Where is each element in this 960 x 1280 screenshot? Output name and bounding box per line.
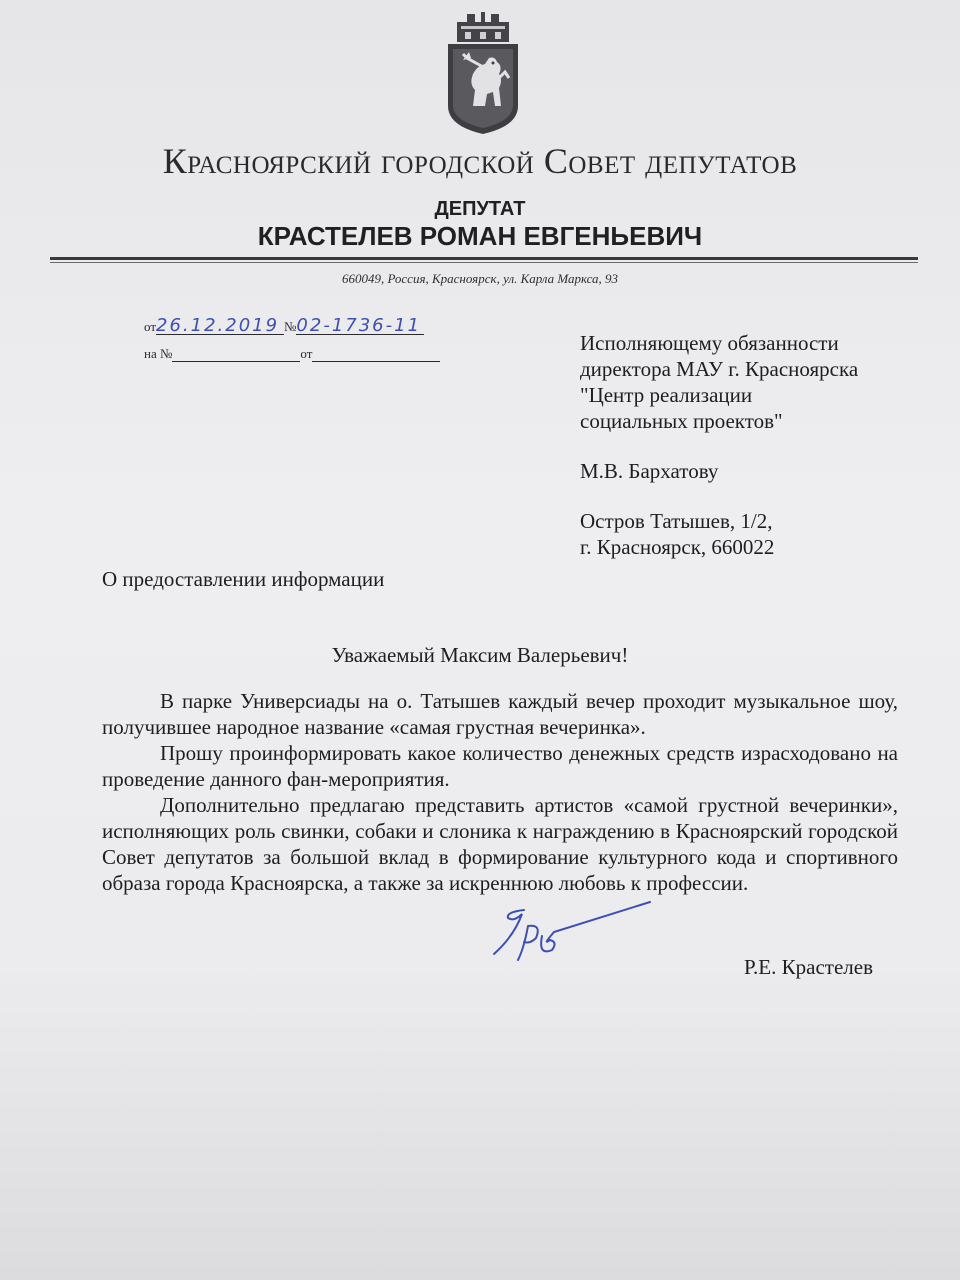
registration-line bbox=[144, 315, 424, 336]
number-label: № bbox=[284, 319, 297, 334]
header-divider-thin bbox=[50, 262, 918, 263]
recipient-line: социальных проектов" bbox=[580, 409, 783, 433]
recipient-address-line: Остров Татышев, 1/2, bbox=[580, 509, 773, 533]
council-name: Красноярский городской Совет депутатов bbox=[162, 141, 798, 181]
reply-date-field bbox=[312, 345, 440, 362]
body-paragraph: В парке Универсиады на о. Татышев каждый вечер проходит музыкальное шоу, получившее народное название «самая грустная вечеринка». bbox=[102, 689, 898, 739]
signer-name: Р.Е. Крастелев bbox=[744, 955, 873, 979]
recipient-line: "Центр реализации bbox=[580, 383, 753, 407]
reply-number-label: на № bbox=[144, 346, 173, 361]
letter-subject: О предоставлении информации bbox=[102, 567, 385, 591]
body-paragraph: Прошу проинформировать какое количество денежных средств израсходовано на проведение данного фан-мероприятия. bbox=[102, 741, 898, 791]
coat-of-arms-icon bbox=[443, 8, 523, 136]
salutation: Уважаемый Максим Валерьевич! bbox=[331, 643, 629, 667]
signature-icon bbox=[484, 896, 654, 976]
letterhead-address: 660049, Россия, Красноярск, ул. Карла Маркса, 93 bbox=[341, 271, 619, 286]
recipient-name: М.В. Бархатову bbox=[580, 459, 719, 483]
recipient-line: директора МАУ г. Красноярска bbox=[580, 357, 859, 381]
recipient-block bbox=[580, 330, 940, 560]
body-paragraph: Дополнительно предлагаю представить артистов «самой грустной вечеринки», исполняющих роль свинки, собаки и слоника к награждению в Красноярский городской Совет депутатов за большой вклад в формирование культурного кода и спортивного образа города Красноярска, а также за искреннюю любовь к профессии. bbox=[102, 793, 898, 895]
recipient-line: Исполняющему обязанности bbox=[580, 331, 839, 355]
registration-date: 26.12.2019 bbox=[156, 318, 284, 335]
registration-number: 02-1736-11 bbox=[296, 318, 424, 335]
deputy-title: ДЕПУТАТ bbox=[434, 198, 526, 220]
deputy-name: КРАСТЕЛЕВ РОМАН ЕВГЕНЬЕВИЧ bbox=[257, 221, 703, 251]
recipient-address-line: г. Красноярск, 660022 bbox=[580, 535, 775, 559]
date-label: от bbox=[144, 319, 157, 334]
reply-reference-line bbox=[144, 345, 440, 362]
reply-date-label: от bbox=[300, 346, 313, 361]
reply-number-field bbox=[172, 345, 300, 362]
letter-body bbox=[102, 688, 898, 896]
header-divider bbox=[50, 257, 918, 260]
